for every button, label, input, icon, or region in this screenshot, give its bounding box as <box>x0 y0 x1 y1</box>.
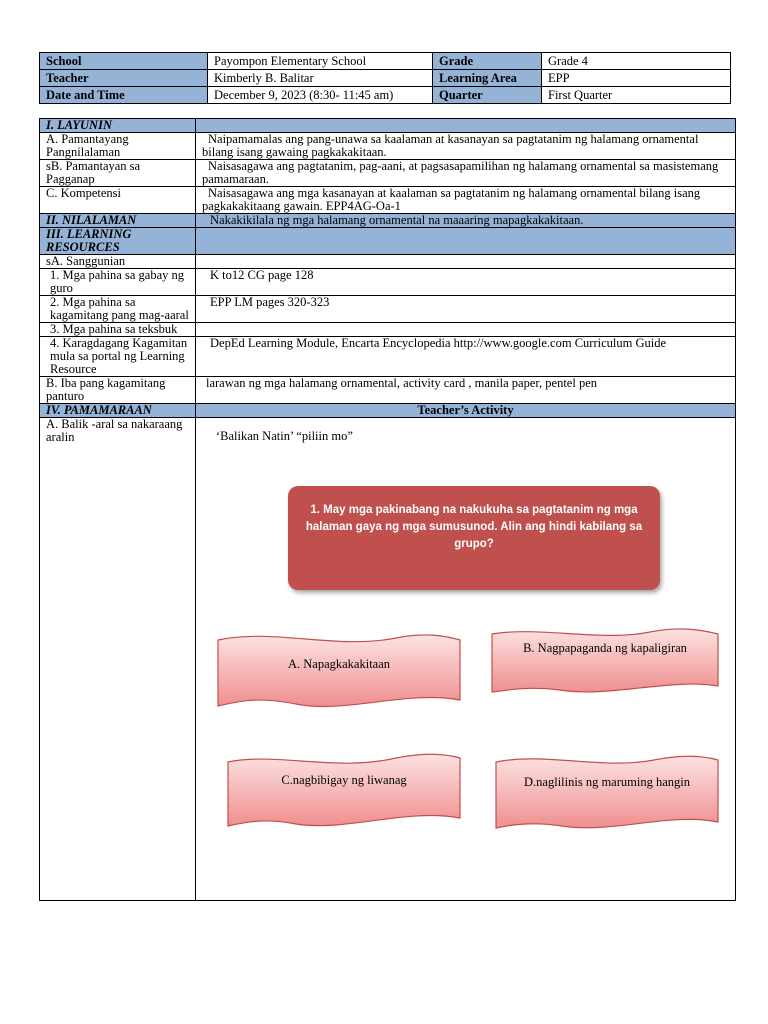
quarter-label: Quarter <box>433 87 542 104</box>
teacher-value: Kimberly B. Balitar <box>208 70 433 87</box>
section-title: II. NILALAMAN <box>40 214 196 228</box>
row-label: 4. Karagdagang Kagamitan mula sa portal ng Learning Resource <box>40 337 196 377</box>
row-value: EPP LM pages 320-323 <box>196 296 736 323</box>
banner-shape <box>226 752 462 830</box>
grade-label: Grade <box>433 53 542 70</box>
table-row <box>40 255 736 269</box>
teachers-activity-heading: Teacher’s Activity <box>196 404 736 418</box>
date-label: Date and Time <box>40 87 208 104</box>
row-value: Naisasagawa ang pagtatanim, pag-aani, at pagsasapamilihan ng halamang ornamental sa masistemang pamamaraan. <box>196 160 736 187</box>
question-box: 1. May mga pakinabang na nakukuha sa pagtatanim ng mga halaman gaya ng mga sumusunod. Alin ang hindi kabilang sa grupo? <box>288 486 660 590</box>
row-label: A. Pamantayang Pangnilalaman <box>40 133 196 160</box>
row-label: A. Balik -aral sa nakaraang aralin <box>40 418 196 901</box>
section-title: III. LEARNING RESOURCES <box>40 228 196 255</box>
banner-shape <box>216 632 462 710</box>
row-label: 3. Mga pahina sa teksbuk <box>40 323 196 337</box>
quarter-value: First Quarter <box>542 87 731 104</box>
row-label: B. Iba pang kagamitang panturo <box>40 377 196 404</box>
nilalaman-value: Nakakikilala ng mga halamang ornamental na maaaring mapagkakakitaan. <box>196 214 736 228</box>
table-row <box>40 269 736 296</box>
row-value <box>196 323 736 337</box>
table-row <box>40 133 736 160</box>
row-label: 2. Mga pahina sa kagamitang pang mag-aaral <box>40 296 196 323</box>
row-value: Naisasagawa ang mga kasanayan at kaalaman sa pagtatanim ng halamang ornamental bilang isang pagkakakitaang gawain. EPP4AG-Oa-1 <box>196 187 736 214</box>
row-value: Naipamamalas ang pang-unawa sa kaalaman at kasanayan sa pagtatanim ng halamang ornamental bilang isang gawaing pagkakakitaan. <box>196 133 736 160</box>
header-row-date <box>40 87 731 104</box>
grade-value: Grade 4 <box>542 53 731 70</box>
row-label: sB. Pamantayan sa Pagganap <box>40 160 196 187</box>
row-value: DepEd Learning Module, Encarta Encyclopedia http://www.google.com Curriculum Guide <box>196 337 736 377</box>
activity-prompt: ‘Balikan Natin’ “piliin mo” <box>216 429 353 443</box>
activity-area <box>196 418 735 900</box>
choice-a-banner <box>216 632 462 710</box>
row-label: 1. Mga pahina sa gabay ng guro <box>40 269 196 296</box>
header-row-teacher <box>40 70 731 87</box>
activity-cell <box>196 418 736 901</box>
choice-d-banner <box>494 754 720 832</box>
section-pamamaraan <box>40 404 736 418</box>
row-value: larawan ng mga halamang ornamental, activity card , manila paper, pentel pen <box>196 377 736 404</box>
table-row <box>40 377 736 404</box>
row-value: K to12 CG page 128 <box>196 269 736 296</box>
row-label: C. Kompetensi <box>40 187 196 214</box>
section-nilalaman <box>40 214 736 228</box>
choice-c-banner <box>226 752 462 830</box>
section-layunin <box>40 119 736 133</box>
banner-shape <box>490 628 720 696</box>
table-row <box>40 337 736 377</box>
header-table <box>39 52 731 104</box>
banner-shape <box>494 754 720 832</box>
date-value: December 9, 2023 (8:30- 11:45 am) <box>208 87 433 104</box>
choice-c-label: C.nagbibigay ng liwanag <box>281 773 407 787</box>
choice-b-label: B. Nagpapaganda ng kapaligiran <box>523 641 687 655</box>
learning-area-label: Learning Area <box>433 70 542 87</box>
school-value: Payompon Elementary School <box>208 53 433 70</box>
table-row <box>40 323 736 337</box>
teacher-label: Teacher <box>40 70 208 87</box>
choice-d-label: D.naglilinis ng maruming hangin <box>524 775 690 789</box>
table-row <box>40 160 736 187</box>
table-row <box>40 418 736 901</box>
choice-b-banner <box>490 628 720 696</box>
header-row-school <box>40 53 731 70</box>
section-resources <box>40 228 736 255</box>
school-label: School <box>40 53 208 70</box>
table-row <box>40 187 736 214</box>
table-row <box>40 296 736 323</box>
choice-a-label: A. Napagkakakitaan <box>287 657 391 671</box>
lesson-plan-table <box>39 118 736 901</box>
row-label: sA. Sanggunian <box>40 255 196 269</box>
section-title: IV. PAMAMARAAN <box>40 404 196 418</box>
section-title: I. LAYUNIN <box>40 119 196 133</box>
learning-area-value: EPP <box>542 70 731 87</box>
